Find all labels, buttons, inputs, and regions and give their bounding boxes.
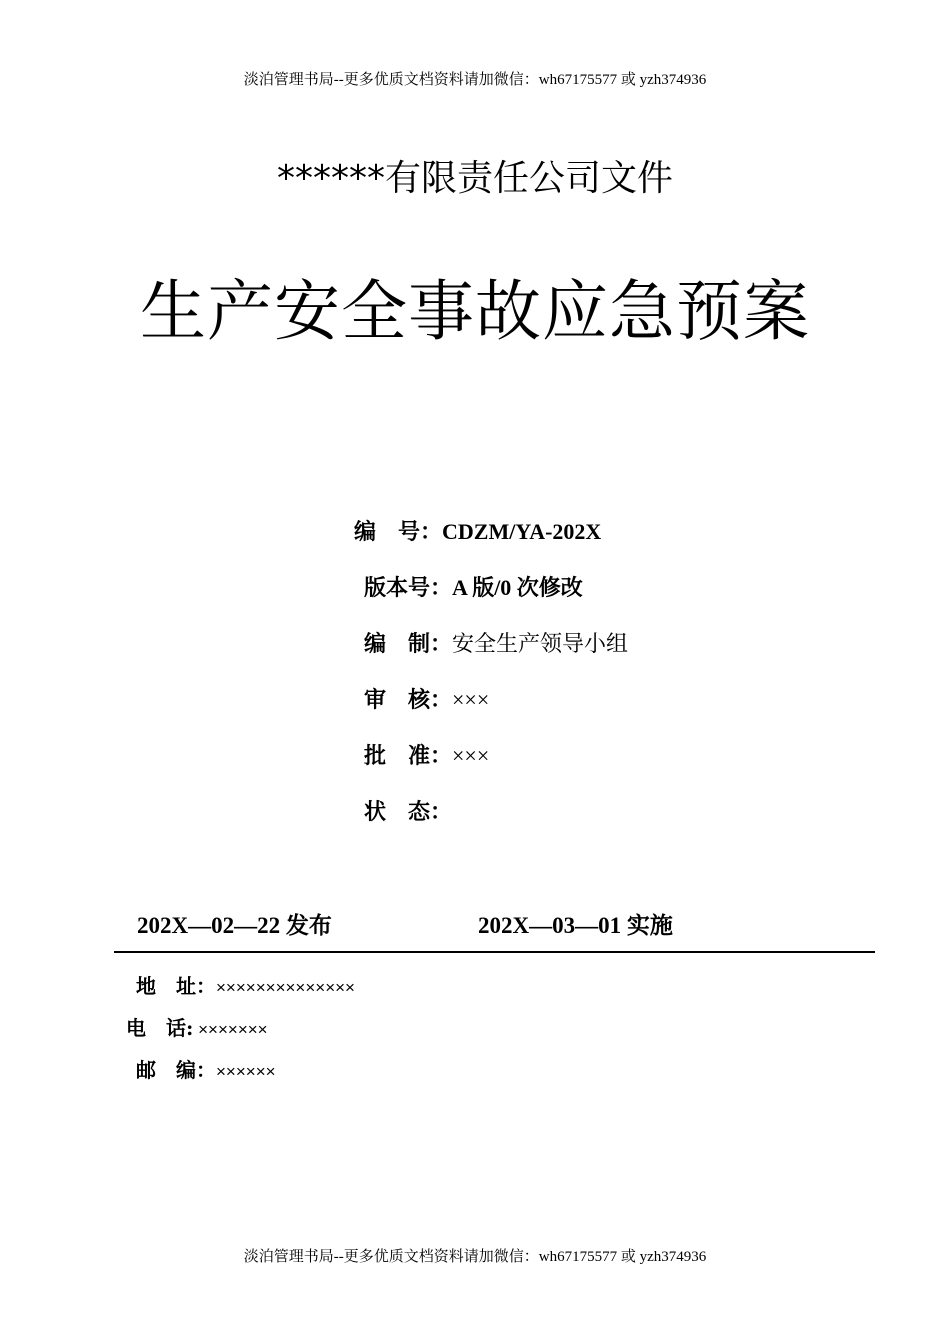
- reviewer-label: 审 核：: [364, 687, 453, 713]
- address-row: [136, 970, 355, 999]
- phone-label: 电 话:: [126, 1016, 194, 1040]
- phone-row: [126, 1012, 268, 1041]
- address-label: 地 址：: [136, 974, 216, 998]
- postcode-value: ××××××: [216, 1062, 276, 1081]
- number-value: CDZM/YA-202X: [442, 519, 602, 544]
- status-row: [364, 795, 452, 826]
- document-title: 生产安全事故应急预案: [140, 273, 810, 350]
- version-value: A 版/0 次修改: [452, 575, 583, 600]
- reviewer-value: ×××: [452, 687, 490, 712]
- phone-value: ×××××××: [193, 1020, 268, 1039]
- reviewer-row: [364, 683, 489, 714]
- number-label: 编 号：: [354, 519, 443, 545]
- footer-note: 淡泊管理书局--更多优质文档资料请加微信：wh67175577 或 yzh374936: [243, 1249, 707, 1265]
- issue-date: 202X—02—22 发布: [137, 913, 332, 938]
- number-row: [354, 515, 601, 546]
- approver-row: [364, 739, 489, 770]
- postcode-row: [136, 1054, 276, 1083]
- postcode-label: 邮 编：: [136, 1058, 216, 1082]
- status-label: 状 态：: [364, 799, 453, 825]
- company-heading: ******有限责任公司文件: [276, 158, 673, 199]
- header-note: 淡泊管理书局--更多优质文档资料请加微信：wh67175577 或 yzh374936: [243, 72, 707, 88]
- address-value: ××××××××××××××: [216, 978, 355, 997]
- version-row: [364, 571, 583, 602]
- effective-date: 202X—03—01 实施: [478, 913, 673, 938]
- version-label: 版本号：: [364, 575, 453, 601]
- compiler-row: [364, 627, 628, 658]
- compiler-label: 编 制：: [364, 631, 453, 657]
- divider-rule: [114, 951, 875, 953]
- approver-label: 批 准：: [364, 743, 453, 769]
- approver-value: ×××: [452, 743, 490, 768]
- compiler-value: 安全生产领导小组: [452, 632, 629, 657]
